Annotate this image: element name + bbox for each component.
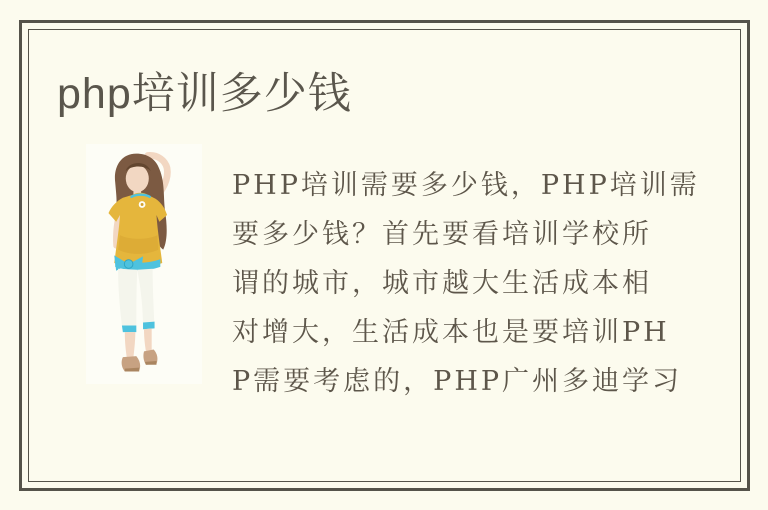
hem-back	[143, 322, 155, 330]
article-text-line: PHP培训需要多少钱，PHP培训需	[232, 170, 700, 201]
article-text-line: 对增大，生活成本也是要培训PH	[232, 317, 670, 348]
article-text-line: 要多少钱？首先要看培训学校所	[232, 219, 652, 250]
article-text-line: P需要考虑的，PHP广州多迪学习	[232, 366, 683, 397]
back-calf	[144, 328, 152, 351]
capri-front-leg	[118, 269, 137, 332]
article-body	[232, 161, 700, 406]
corsage-center	[141, 203, 144, 206]
woman-photo	[86, 144, 202, 384]
woman-illustration	[86, 144, 202, 384]
capri-back-leg	[137, 269, 154, 329]
hem-front	[122, 325, 136, 332]
page-title: php培训多少钱	[57, 70, 352, 118]
article-text-line: 谓的城市，城市越大生活成本相	[232, 268, 652, 299]
front-calf	[125, 332, 136, 357]
bow-knot	[124, 260, 133, 269]
face	[126, 165, 149, 192]
